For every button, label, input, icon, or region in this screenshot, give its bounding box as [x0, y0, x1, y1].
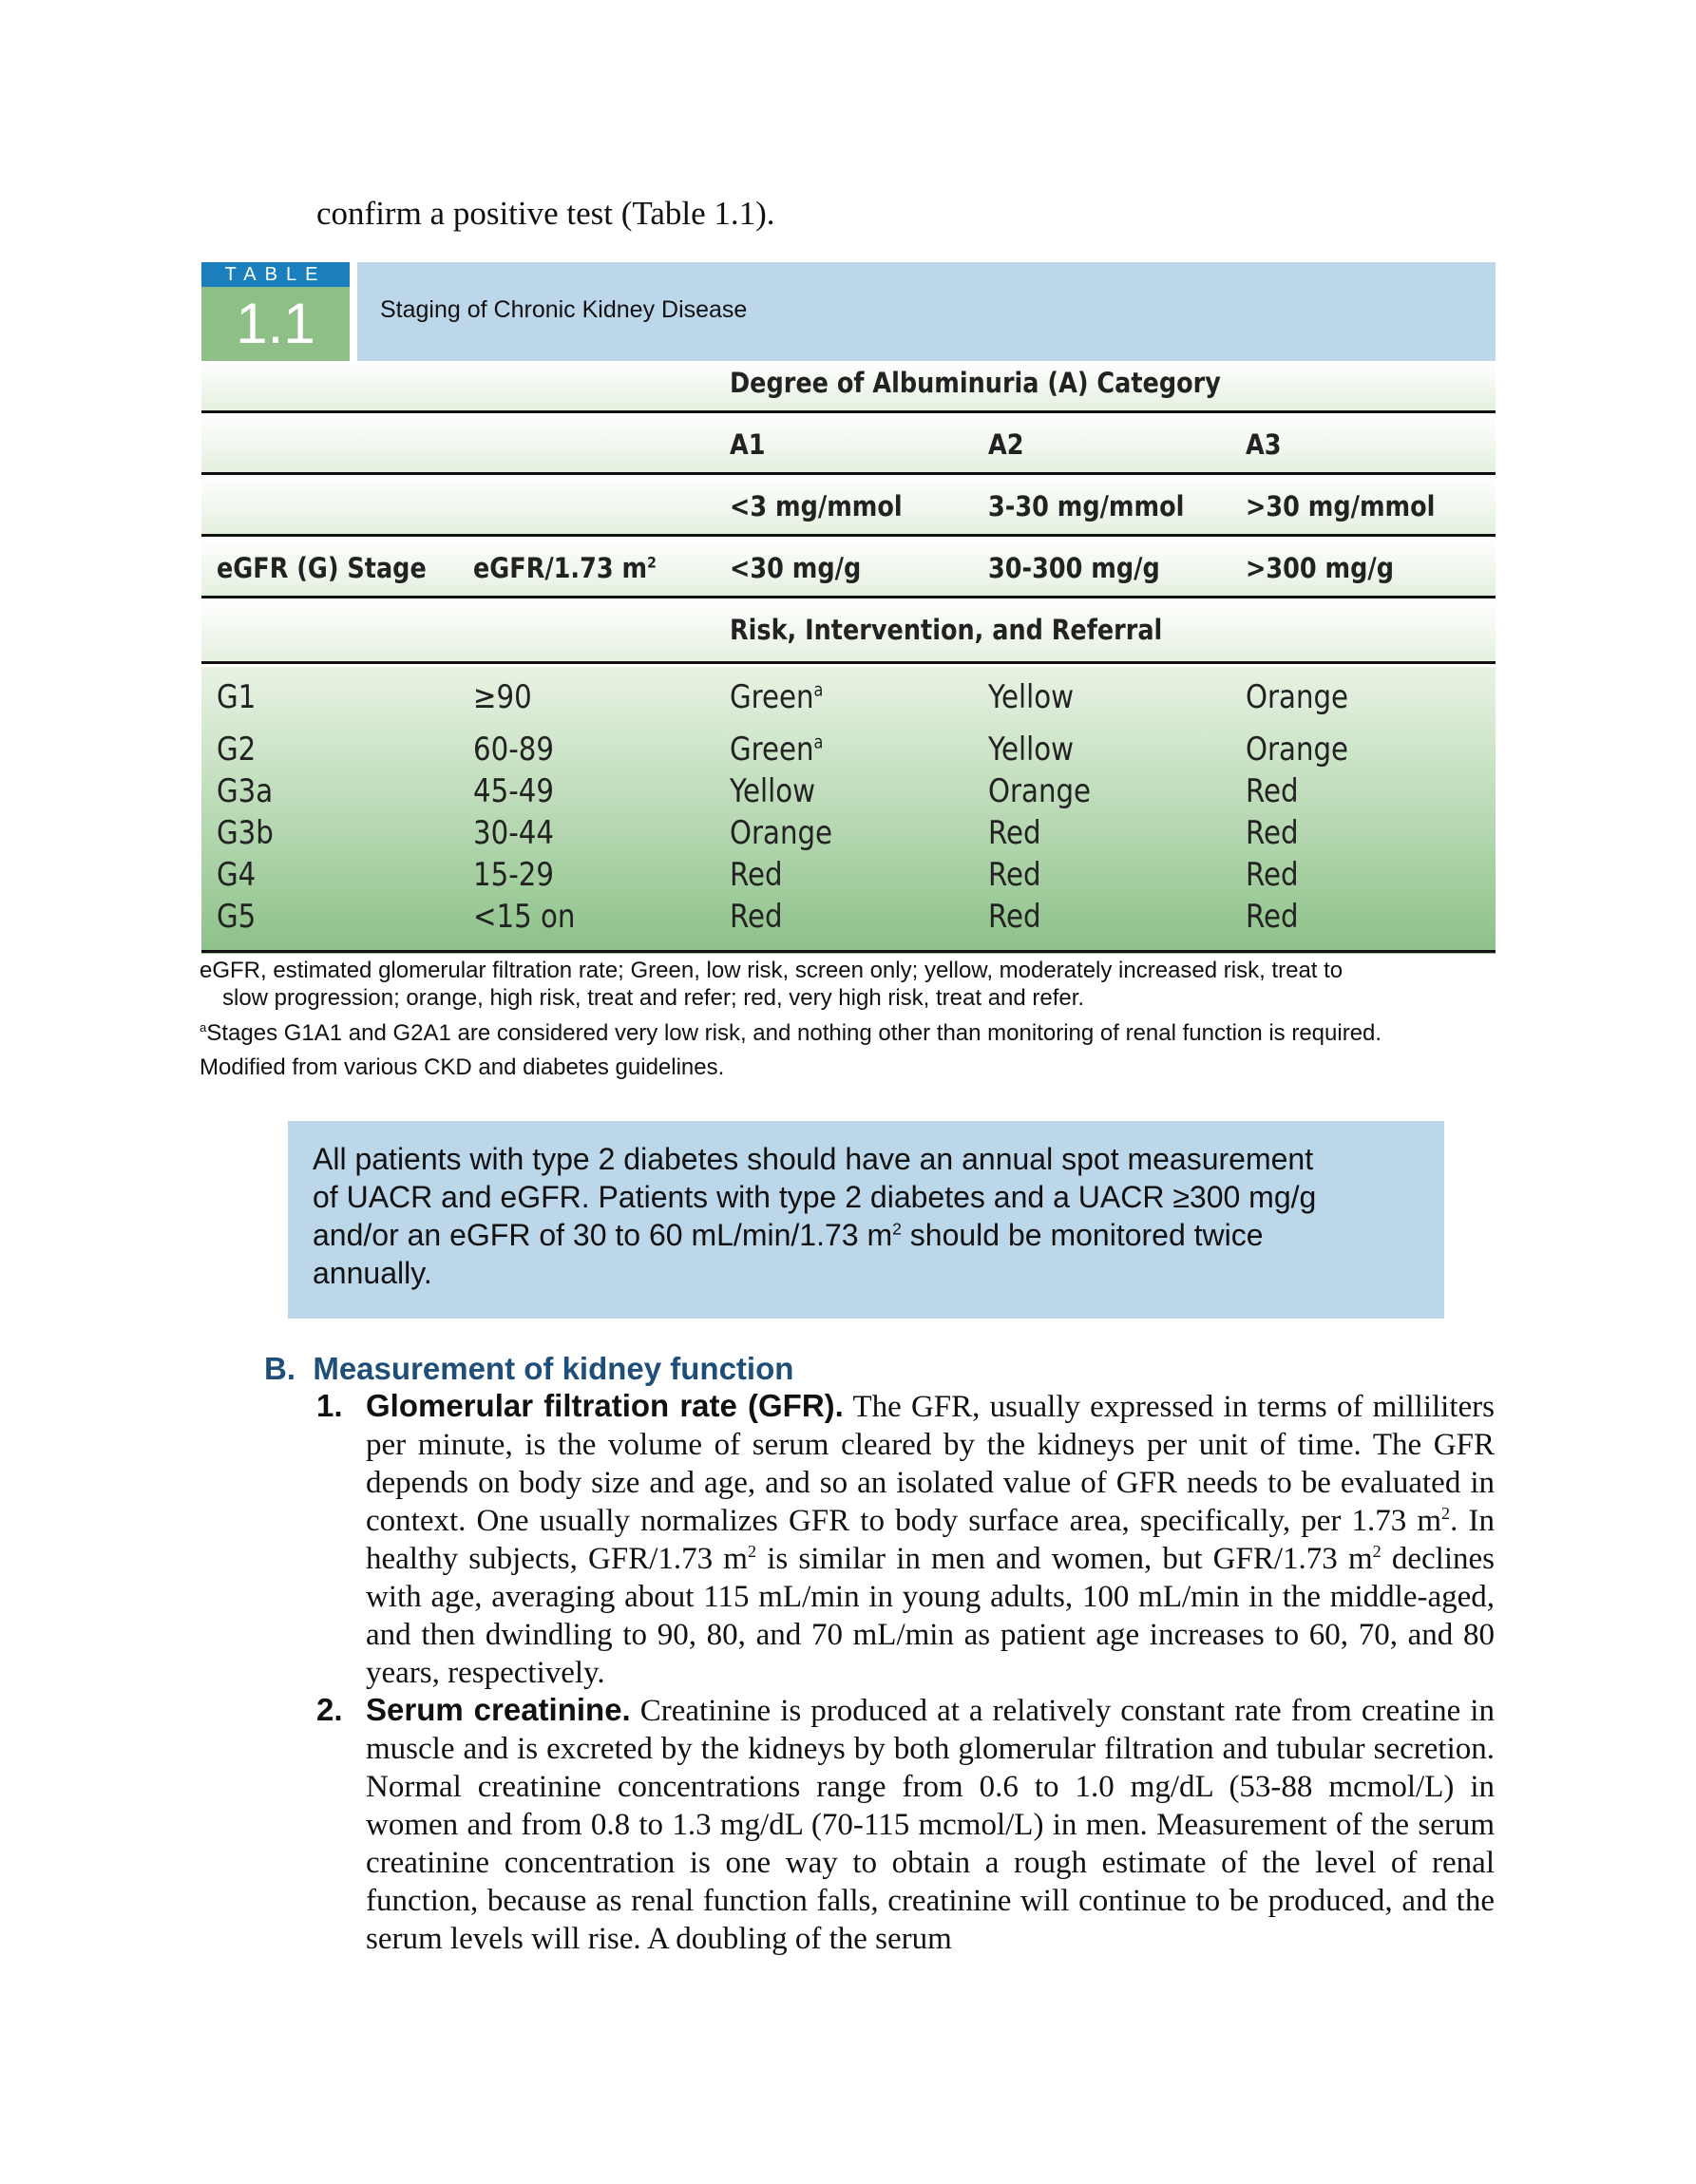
cell-egfr: 60-89 — [473, 731, 554, 769]
lead-text: confirm a positive test (Table 1.1). — [316, 195, 775, 232]
divider — [201, 950, 1496, 953]
cell-stage: G4 — [217, 856, 257, 894]
header-egfr-value: eGFR/1.73 $m^2$ — [473, 552, 657, 584]
list-number: 1. — [316, 1388, 343, 1423]
cell-a3: Red — [1246, 814, 1299, 852]
cell-a2: Yellow — [988, 731, 1075, 769]
cell-a1: Yellow — [730, 772, 816, 810]
header-a1: A1 — [730, 428, 766, 461]
table-footnote: $^a$Stages G1A1 and G2A1 are considered very low risk, and nothing other than monitoring of renal function is required. — [200, 1020, 1382, 1046]
callout-line: annually. — [313, 1256, 432, 1290]
header-mmol-a2: 3-30 mg/mmol — [988, 490, 1185, 522]
header-a3: A3 — [1246, 428, 1282, 461]
cell-a1: Green$^a$ — [730, 678, 824, 716]
header-a2: A2 — [988, 428, 1024, 461]
cell-a2: Yellow — [988, 678, 1075, 716]
header-risk: Risk, Intervention, and Referral — [730, 614, 1163, 646]
cell-egfr: 45-49 — [473, 772, 554, 810]
cell-stage: G5 — [217, 898, 257, 936]
callout-line: of UACR and eGFR. Patients with type 2 diabetes and a UACR ≥300 mg/g — [313, 1180, 1317, 1214]
cell-egfr: <15 on — [473, 898, 576, 936]
cell-a3: Red — [1246, 772, 1299, 810]
callout-line: All patients with type 2 diabetes should have an annual spot measurement — [313, 1142, 1314, 1176]
table-note-line2: slow progression; orange, high risk, treat and refer; red, very high risk, treat and refer. — [222, 985, 1085, 1011]
section-heading: B. Measurement of kidney function — [264, 1351, 794, 1386]
cell-egfr: ≥90 — [473, 678, 532, 716]
table-tag-number: 1.1 — [236, 292, 315, 355]
cell-a1: Red — [730, 856, 783, 894]
cell-a1: Orange — [730, 814, 833, 852]
table-tag-label: TABLE — [201, 262, 350, 287]
cell-stage: G3b — [217, 814, 274, 852]
paragraph-gfr: Glomerular filtration rate (GFR). The GFR, usually expressed in terms of milliliters per minute, is the volume of serum cleared by the kidneys per unit of time. The GFR depends on body size and age, and so an isolated value of GFR needs to be evaluated in context. One usually normalizes GFR to body surface area, specifically, per 1.73 $m^2$. In healthy subjects, GFR/1.73 $m^2$ is similar in men and women, but GFR/1.73 $m^2$ declines with age, averaging about 115 mL/min in young adults, 100 mL/min in the middle-aged, and then dwindling to 90, 80, and 70 mL/min as patient age increases to 60, 70, and 80 years, respectively. — [366, 1388, 1495, 1690]
table-source: Modified from various CKD and diabetes guidelines. — [200, 1054, 725, 1080]
cell-a3: Red — [1246, 898, 1299, 936]
cell-a2: Red — [988, 856, 1041, 894]
cell-a1: Red — [730, 898, 783, 936]
cell-a2: Red — [988, 898, 1041, 936]
cell-a2: Orange — [988, 772, 1092, 810]
cell-egfr: 15-29 — [473, 856, 554, 894]
cell-stage: G3a — [217, 772, 274, 810]
callout-line: and/or an eGFR of 30 to 60 mL/min/1.73 $m^2$ should be monitored twice — [313, 1218, 1264, 1252]
divider — [201, 661, 1496, 664]
cell-a1: Green$^a$ — [730, 731, 824, 769]
table-tag — [201, 262, 350, 361]
cell-a3: Red — [1246, 856, 1299, 894]
cell-egfr: 30-44 — [473, 814, 554, 852]
paragraph-creatinine: Serum creatinine. Creatinine is produced at a relatively constant rate from creatine in muscle and is excreted by the kidneys by both glomerular filtration and tubular secretion. Normal creatinine concentrations range from 0.6 to 1.0 mg/dL (53-88 mcmol/L) in women and from 0.8 to 1.3 mg/dL (70-115 mcmol/L) in men. Measurement of the serum creatinine concentration is one way to obtain a rough estimate of the level of renal function, because as renal function falls, creatinine will continue to be produced, and the serum levels will rise. A doubling of the serum — [366, 1692, 1495, 1956]
header-mmol-a3: >30 mg/mmol — [1246, 490, 1436, 522]
cell-a2: Red — [988, 814, 1041, 852]
cell-a3: Orange — [1246, 731, 1349, 769]
table-note-line1: eGFR, estimated glomerular filtration rate; Green, low risk, screen only; yellow, moderately increased risk, treat to — [200, 958, 1343, 983]
header-egfr-stage: eGFR (G) Stage — [217, 552, 427, 584]
cell-stage: G1 — [217, 678, 257, 716]
header-mgg-a3: >300 mg/g — [1246, 552, 1394, 584]
header-mmol-a1: <3 mg/mmol — [730, 490, 903, 522]
header-albuminuria: Degree of Albuminuria (A) Category — [730, 367, 1221, 399]
table-caption: Staging of Chronic Kidney Disease — [380, 296, 748, 323]
header-mgg-a2: 30-300 mg/g — [988, 552, 1160, 584]
cell-a3: Orange — [1246, 678, 1349, 716]
header-mgg-a1: <30 mg/g — [730, 552, 862, 584]
header-row-a-labels — [201, 413, 1496, 473]
list-number: 2. — [316, 1692, 343, 1727]
cell-stage: G2 — [217, 731, 257, 769]
